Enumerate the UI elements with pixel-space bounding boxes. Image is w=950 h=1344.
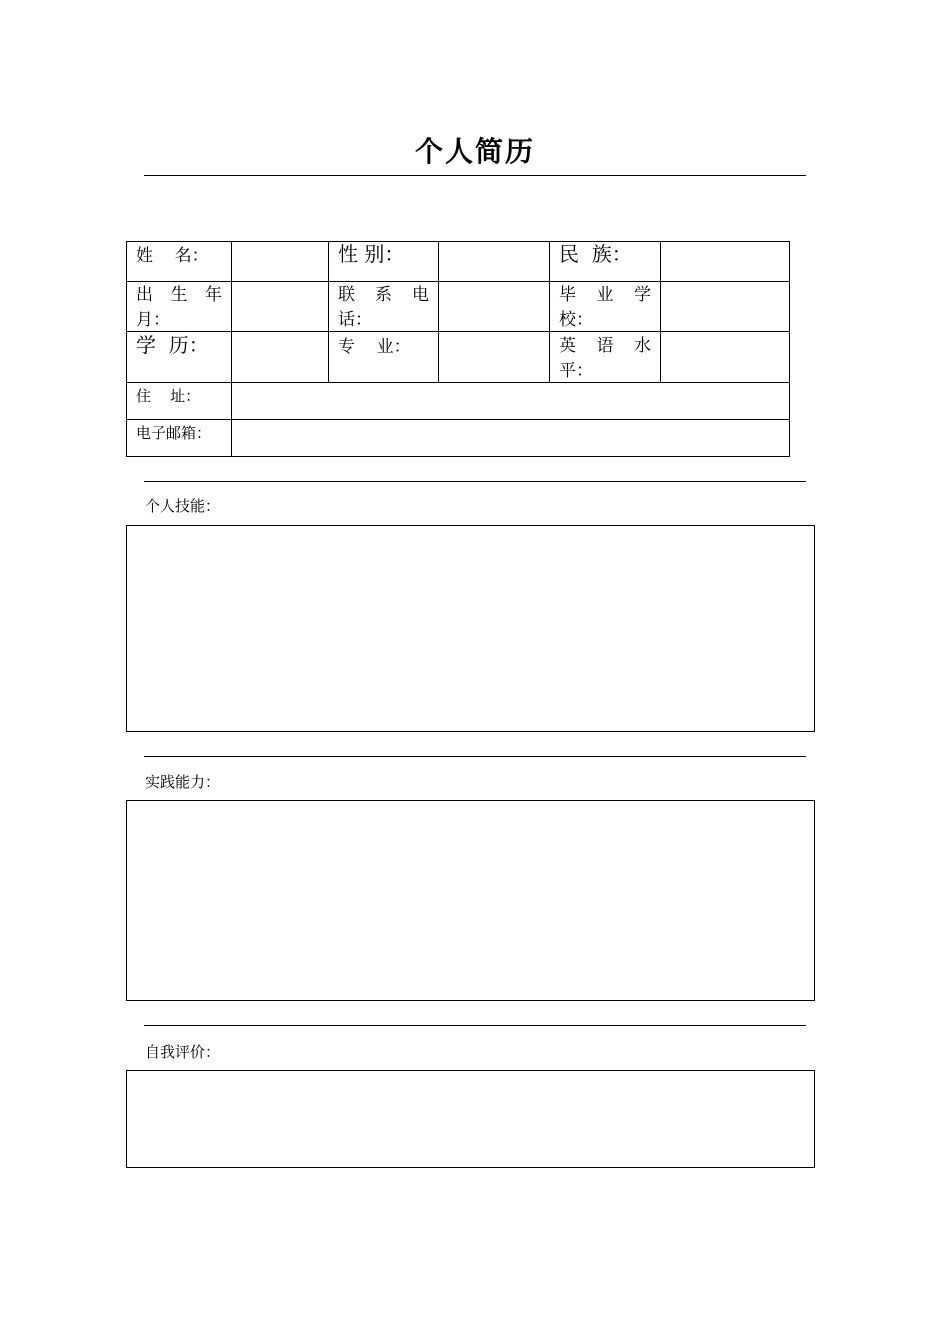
ethnicity-value-cell[interactable] (661, 242, 789, 281)
table-border-right (789, 241, 790, 457)
col-divider (549, 241, 550, 382)
email-value-cell[interactable] (232, 420, 789, 456)
phone-label-line2: 话： (338, 310, 372, 330)
school-value-cell[interactable] (661, 282, 789, 331)
practice-label: 实践能力： (145, 773, 221, 791)
english-label-line1: 英 语 水 (559, 336, 651, 356)
name-value-cell[interactable] (232, 242, 328, 281)
birth-label-line2: 月： (136, 310, 170, 330)
gender-value-cell[interactable] (439, 242, 549, 281)
education-label: 学 历： (136, 333, 209, 357)
self-eval-label: 自我评价： (145, 1043, 221, 1061)
english-label-line2: 平： (559, 361, 593, 381)
col-divider (328, 241, 329, 382)
ethnicity-label: 民 族： (559, 242, 632, 266)
info-table (126, 241, 790, 457)
education-value-cell[interactable] (232, 332, 328, 382)
email-label: 电子邮箱： (136, 424, 212, 442)
birth-value-cell[interactable] (232, 282, 328, 331)
school-label-line2: 校： (559, 310, 593, 330)
name-label: 姓 名： (136, 246, 209, 266)
major-label: 专 业： (338, 337, 411, 357)
title-divider (144, 175, 806, 176)
skills-divider (144, 481, 806, 482)
phone-label-line1: 联 系 电 (338, 285, 429, 305)
birth-label-line1: 出 生 年 (136, 285, 222, 305)
english-value-cell[interactable] (661, 332, 789, 382)
phone-value-cell[interactable] (439, 282, 549, 331)
table-border-left (126, 241, 127, 457)
skills-box[interactable] (126, 525, 815, 732)
address-label: 住 址： (136, 387, 201, 405)
self-eval-box[interactable] (126, 1070, 815, 1168)
address-value-cell[interactable] (232, 383, 789, 419)
gender-label: 性 别： (338, 242, 405, 266)
table-border-bottom (126, 456, 790, 457)
self-eval-divider (144, 1025, 806, 1026)
practice-divider (144, 756, 806, 757)
skills-label: 个人技能： (145, 497, 221, 515)
practice-box[interactable] (126, 800, 815, 1001)
school-label-line1: 毕 业 学 (559, 285, 651, 305)
major-value-cell[interactable] (439, 332, 549, 382)
page-title: 个人简历 (414, 135, 535, 168)
